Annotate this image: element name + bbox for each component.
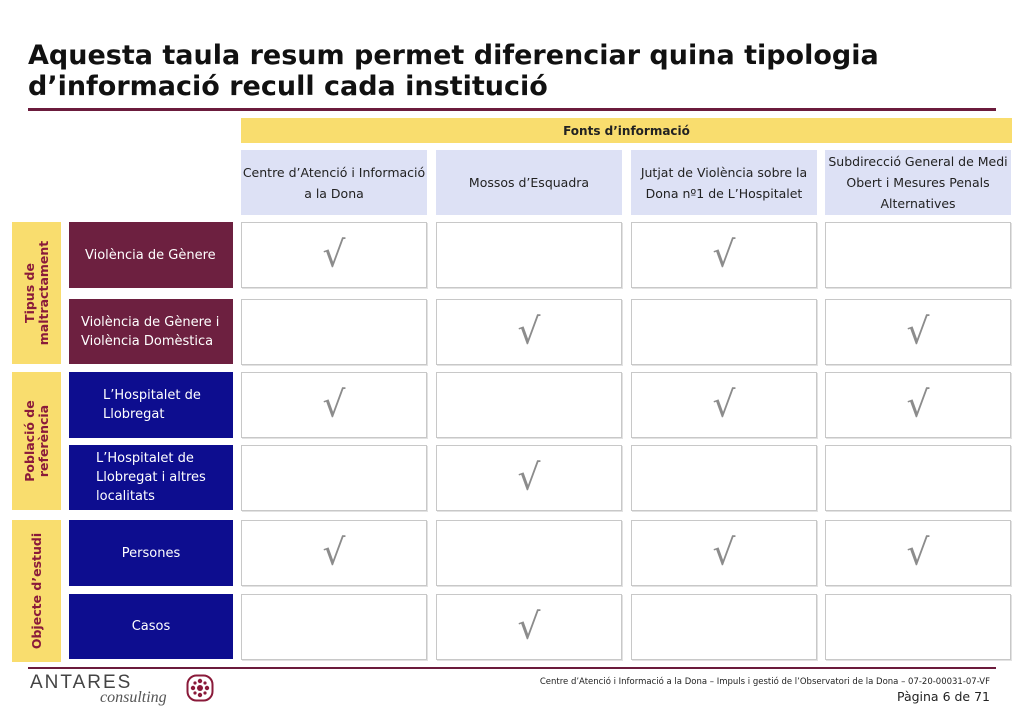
table-cell: [825, 299, 1011, 365]
column-header-subdireccio: Subdirecció General de Medi Obert i Mesures Penals Alternatives: [825, 150, 1011, 215]
footer-divider: [28, 667, 996, 669]
table-cell: [241, 299, 427, 365]
sources-header: Fonts d’informació: [241, 118, 1012, 143]
table-cell: [436, 299, 622, 365]
checkmark-icon: √: [906, 311, 930, 353]
table-cell: [825, 222, 1011, 288]
group-label-text: Població de referència: [21, 400, 51, 482]
footer-document-text: Centre d’Atenció i Informació a la Dona – Impuls i gestió de l’Observatori de la Dona – 07-20-00031-07-VF: [539, 677, 990, 687]
checkmark-icon: √: [712, 532, 736, 574]
checkmark-icon: √: [712, 234, 736, 276]
antares-logo-icon: [186, 674, 214, 702]
antares-logo-subtitle: consulting: [100, 689, 167, 706]
row-label-hospitalet: L’Hospitalet de Llobregat: [69, 372, 233, 438]
row-label-casos: Casos: [69, 594, 233, 659]
column-header-mossos: Mossos d’Esquadra: [436, 150, 622, 215]
table-cell: [436, 372, 622, 438]
row-label-persones: Persones: [69, 520, 233, 586]
checkmark-icon: √: [517, 457, 541, 499]
table-cell: [631, 594, 817, 660]
table-cell: [631, 299, 817, 365]
group-label-objecte: [12, 520, 61, 662]
group-label-poblacio: [12, 372, 61, 510]
table-cell: [241, 372, 427, 438]
table-cell: [631, 372, 817, 438]
table-cell: [825, 594, 1011, 660]
table-cell: [436, 222, 622, 288]
column-header-centre-atencio: Centre d’Atenció i Informació a la Dona: [241, 150, 427, 215]
row-label-hospitalet-altres: L’Hospitalet de Llobregat i altres localitats: [69, 445, 233, 510]
antares-logo-name: ANTARES: [30, 672, 133, 693]
table-cell: [241, 594, 427, 660]
group-label-text: Tipus de maltractament: [21, 240, 51, 346]
table-cell: [631, 222, 817, 288]
group-label-tipus: [12, 222, 61, 364]
row-label-violencia-genere: Violència de Gènere: [69, 222, 233, 288]
table-cell: [241, 445, 427, 511]
checkmark-icon: √: [322, 234, 346, 276]
checkmark-icon: √: [322, 384, 346, 426]
page-number: Pàgina 6 de 71: [896, 689, 990, 704]
column-header-jutjat: Jutjat de Violència sobre la Dona nº1 de L’Hospitalet: [631, 150, 817, 215]
table-cell: [825, 372, 1011, 438]
page-title: Aquesta taula resum permet diferenciar quina tipologia d’informació recull cada institució: [28, 40, 879, 102]
table-cell: [825, 445, 1011, 511]
row-label-violencia-domestica: Violència de Gènere i Violència Domèstica: [69, 299, 233, 364]
checkmark-icon: √: [906, 532, 930, 574]
group-label-text: Objecte d’estudi: [28, 532, 44, 650]
checkmark-icon: √: [712, 384, 736, 426]
checkmark-icon: √: [517, 606, 541, 648]
table-cell: [436, 445, 622, 511]
table-cell: [241, 222, 427, 288]
table-cell: [631, 520, 817, 586]
table-cell: [436, 520, 622, 586]
table-cell: [436, 594, 622, 660]
title-divider: [28, 108, 996, 111]
checkmark-icon: √: [322, 532, 346, 574]
table-cell: [631, 445, 817, 511]
table-cell: [241, 520, 427, 586]
table-cell: [825, 520, 1011, 586]
checkmark-icon: √: [517, 311, 541, 353]
checkmark-icon: √: [906, 384, 930, 426]
